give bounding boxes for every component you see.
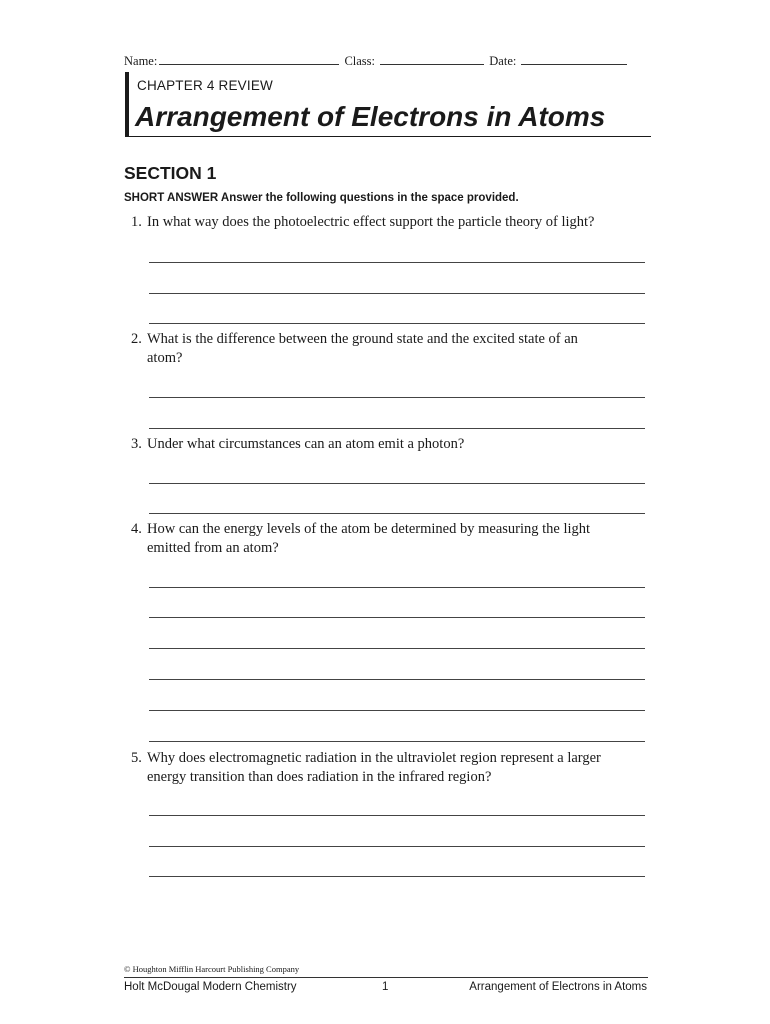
question-text: Why does electromagnetic radiation in the ultraviolet region represent a larger [147, 750, 601, 766]
answer-line[interactable] [149, 710, 645, 711]
question-number: 5. [131, 750, 142, 766]
question-text-continued: emitted from an atom? [147, 540, 279, 556]
answer-line[interactable] [149, 876, 645, 877]
date-field[interactable] [521, 52, 627, 65]
footer-divider [124, 977, 648, 978]
answer-line[interactable] [149, 587, 645, 588]
question-2 [131, 330, 651, 368]
student-info-line [124, 52, 654, 69]
page-number: 1 [382, 981, 389, 993]
question-number: 2. [131, 331, 142, 347]
question-text-continued: energy transition than does radiation in the infrared region? [147, 769, 492, 785]
name-label: Name: [124, 54, 158, 68]
chapter-label: CHAPTER 4 REVIEW [137, 78, 273, 93]
answer-line[interactable] [149, 648, 645, 649]
answer-line[interactable] [149, 323, 645, 324]
question-3 [131, 435, 651, 454]
date-label: Date: [489, 54, 517, 68]
question-1 [131, 213, 651, 232]
question-number: 1. [131, 214, 142, 230]
answer-line[interactable] [149, 815, 645, 816]
instructions: SHORT ANSWER Answer the following questions in the space provided. [124, 192, 519, 204]
section-heading: SECTION 1 [124, 163, 217, 183]
footer-chapter-title: Arrangement of Electrons in Atoms [469, 981, 647, 993]
answer-line[interactable] [149, 483, 645, 484]
question-number: 4. [131, 521, 142, 537]
footer-book-title: Holt McDougal Modern Chemistry [124, 981, 297, 993]
question-text: Under what circumstances can an atom emit a photon? [147, 436, 465, 452]
answer-line[interactable] [149, 428, 645, 429]
chapter-title: Arrangement of Electrons in Atoms [135, 101, 606, 132]
answer-line[interactable] [149, 513, 645, 514]
answer-line[interactable] [149, 293, 645, 294]
class-label: Class: [344, 54, 376, 68]
question-4 [131, 520, 651, 558]
question-text-continued: atom? [147, 350, 183, 366]
question-text: How can the energy levels of the atom be determined by measuring the light [147, 521, 591, 537]
answer-line[interactable] [149, 397, 645, 398]
answer-line[interactable] [149, 262, 645, 263]
name-field[interactable] [159, 52, 339, 65]
question-text: In what way does the photoelectric effect support the particle theory of light? [147, 214, 595, 230]
copyright-notice: © Houghton Mifflin Harcourt Publishing Company [124, 964, 300, 974]
answer-line[interactable] [149, 846, 645, 847]
class-field[interactable] [380, 52, 484, 65]
question-5 [131, 749, 651, 787]
answer-line[interactable] [149, 679, 645, 680]
answer-line[interactable] [149, 617, 645, 618]
question-number: 3. [131, 436, 142, 452]
question-text: What is the difference between the ground state and the excited state of an [147, 331, 578, 347]
answer-line[interactable] [149, 741, 645, 742]
